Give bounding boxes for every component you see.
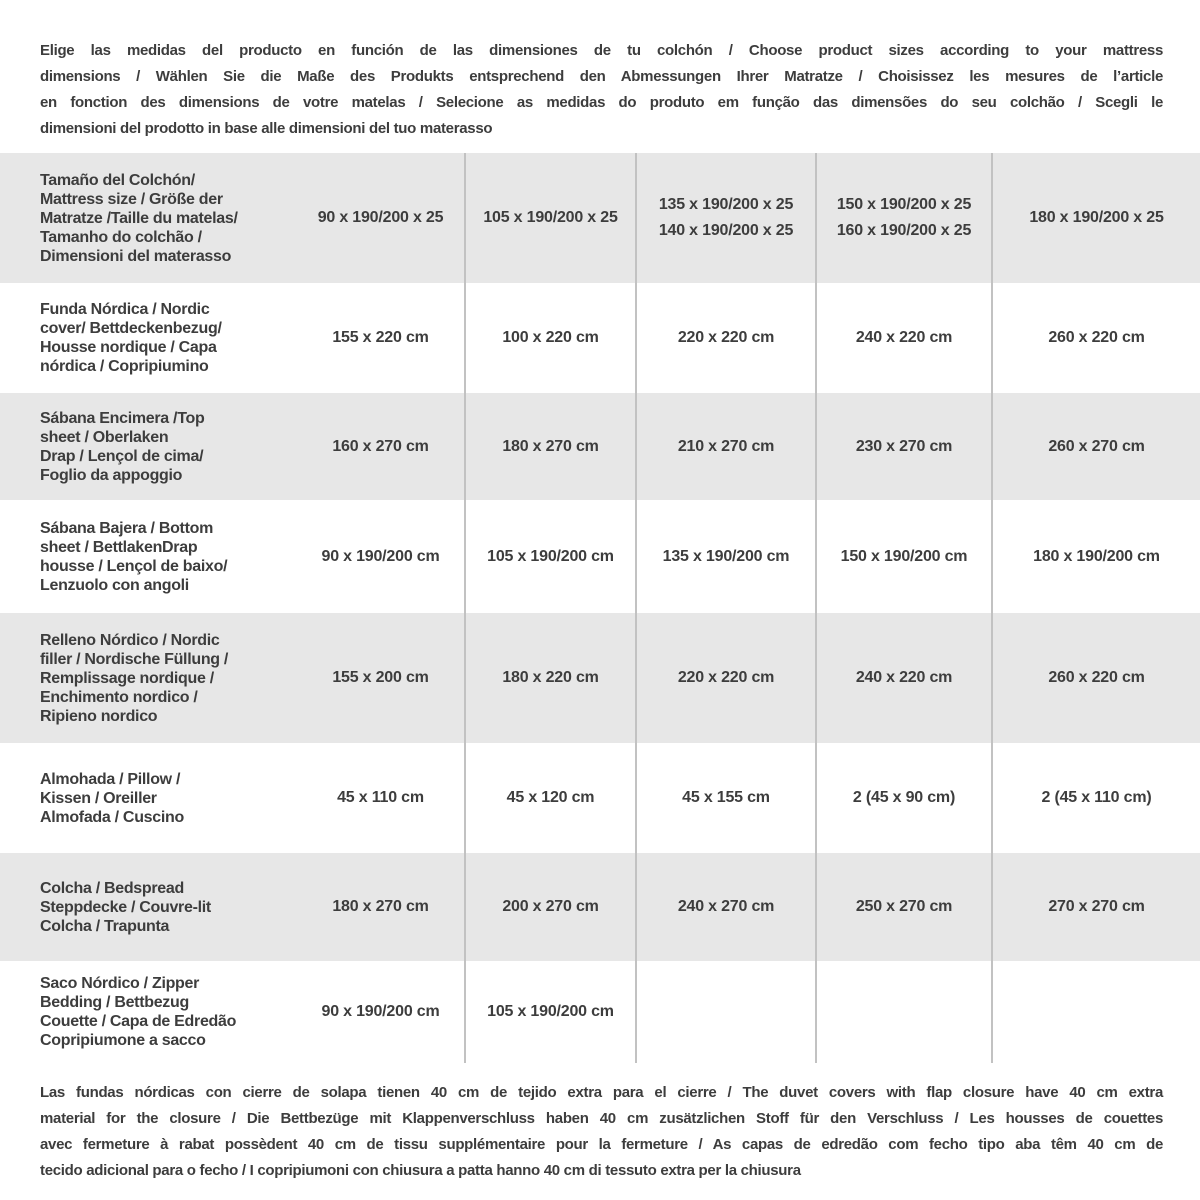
size-value-cell: 180 x 220 cm <box>465 613 636 743</box>
header-size-cell: 150 x 190/200 x 25 160 x 190/200 x 25 <box>816 153 992 283</box>
size-value-cell: 240 x 220 cm <box>816 283 992 393</box>
size-value-cell: 220 x 220 cm <box>636 613 816 743</box>
size-value-cell: 155 x 200 cm <box>332 669 429 686</box>
table-row-zipper-bedding <box>0 961 1200 1063</box>
size-value-cell: 250 x 270 cm <box>816 853 992 961</box>
header-size-cell: 135 x 190/200 x 25 140 x 190/200 x 25 <box>636 153 816 283</box>
size-value-cell: 210 x 270 cm <box>636 393 816 500</box>
size-value-cell: 45 x 120 cm <box>465 743 636 853</box>
header-row <box>0 153 1200 283</box>
row-label-cell: Sábana Bajera / Bottom sheet / BettlakenDrap housse / Lençol de baixo/ Lenzuolo con angoli <box>40 519 228 594</box>
table-row-nordic-cover <box>0 283 1200 393</box>
header-size-cell: 90 x 190/200 x 25 <box>317 209 444 226</box>
header-label-cell: Tamaño del Colchón/ Mattress size / Größe der Matratze /Taille du matelas/ Tamanho do colchão / Dimensioni del materasso <box>40 171 238 265</box>
size-value-cell: 45 x 110 cm <box>337 789 424 806</box>
size-table <box>0 153 1200 1063</box>
header-size-cell: 105 x 190/200 x 25 <box>465 153 636 283</box>
size-value-cell: 260 x 220 cm <box>992 613 1200 743</box>
size-value-cell: 150 x 190/200 cm <box>816 500 992 613</box>
size-value-cell: 180 x 270 cm <box>465 393 636 500</box>
table-row-bedspread <box>0 853 1200 961</box>
row-label-cell: Saco Nórdico / Zipper Bedding / Bettbezug Couette / Capa de Edredão Copripiumone a sacco <box>40 975 237 1049</box>
row-label-cell: Funda Nórdica / Nordic cover/ Bettdeckenbezug/ Housse nordique / Capa nórdica / Copripiumino <box>40 301 222 375</box>
table-row-nordic-filler <box>0 613 1200 743</box>
size-value-cell: 100 x 220 cm <box>465 283 636 393</box>
size-value-cell: 45 x 155 cm <box>636 743 816 853</box>
size-value-cell: 135 x 190/200 cm <box>636 500 816 613</box>
table-row-bottom-sheet <box>0 500 1200 613</box>
size-value-cell: 230 x 270 cm <box>816 393 992 500</box>
size-value-cell: 160 x 270 cm <box>332 437 429 455</box>
size-value-cell: 180 x 270 cm <box>332 898 429 915</box>
size-value-cell: 260 x 270 cm <box>992 393 1200 500</box>
header-size-cell: 180 x 190/200 x 25 <box>992 153 1200 283</box>
size-value-cell <box>992 961 1200 1063</box>
size-value-cell: 105 x 190/200 cm <box>465 961 636 1063</box>
size-value-cell: 240 x 270 cm <box>636 853 816 961</box>
footnote-text: Las fundas nórdicas con cierre de solapa tienen 40 cm de tejido extra para el cierre / The duvet covers with flap closure have 40 cm extra material for the closure / Die Bettbezüge mit Klappenverschluss haben 40 cm zusätzlichen Stoff für den Verschluss / Les housses de couettes avec fermeture à rabat possèdent 40 cm de tissu supplémentaire pour la fermeture / As capas de edredão com fecho tipo aba têm 40 cm de tecido adicional para o fecho / I copripiumoni con chiusura a patta hanno 40 cm di tessuto extra per la chiusura <box>40 1084 1163 1179</box>
size-value-cell: 220 x 220 cm <box>636 283 816 393</box>
size-value-cell: 2 (45 x 90 cm) <box>816 743 992 853</box>
size-value-cell: 180 x 190/200 cm <box>992 500 1200 613</box>
row-label-cell: Relleno Nórdico / Nordic filler / Nordische Füllung / Remplissage nordique / Enchimento nordico / Ripieno nordico <box>40 631 229 725</box>
table-row-top-sheet <box>0 393 1200 500</box>
size-value-cell: 90 x 190/200 cm <box>321 1003 440 1020</box>
size-value-cell <box>636 961 816 1063</box>
row-label-cell: Colcha / Bedspread Steppdecke / Couvre-lit Colcha / Trapunta <box>40 879 211 935</box>
size-value-cell: 105 x 190/200 cm <box>465 500 636 613</box>
size-value-cell: 270 x 270 cm <box>992 853 1200 961</box>
size-value-cell: 240 x 220 cm <box>816 613 992 743</box>
size-value-cell: 260 x 220 cm <box>992 283 1200 393</box>
size-value-cell: 200 x 270 cm <box>465 853 636 961</box>
row-label-cell: Almohada / Pillow / Kissen / Oreiller Almofada / Cuscino <box>40 770 184 826</box>
size-value-cell: 90 x 190/200 cm <box>321 547 440 565</box>
row-label-cell: Sábana Encimera /Top sheet / Oberlaken Drap / Lençol de cima/ Foglio da appoggio <box>40 409 205 484</box>
table-row-pillow <box>0 743 1200 853</box>
size-value-cell: 2 (45 x 110 cm) <box>992 743 1200 853</box>
size-value-cell: 155 x 220 cm <box>332 329 429 346</box>
intro-text: Elige las medidas del producto en función de las dimensiones de tu colchón / Choose product sizes according to your mattress dimensions / Wählen Sie die Maße des Produkts entsprechend den Abmessungen Ihrer Matratze / Choisissez les mesures de l’article en fonction des dimensions de votre matelas / Selecione as medidas do produto em função das dimensões do seu colchão / Scegli le dimensioni del prodotto in base alle dimensioni del tuo materasso <box>40 42 1163 137</box>
size-value-cell <box>816 961 992 1063</box>
